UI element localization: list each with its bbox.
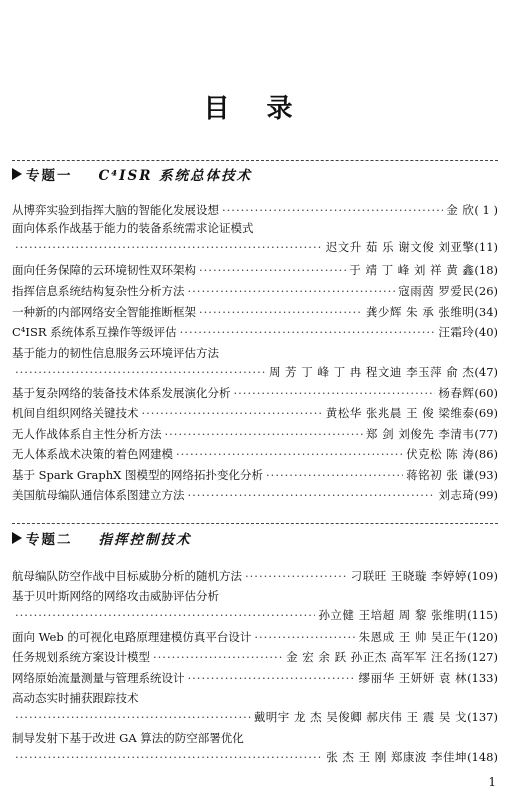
entry-page: (18): [474, 263, 498, 277]
entry-title: 一种新的内部网络安全智能推断框架: [12, 305, 196, 319]
entry-authors: 迟文升 茹 乐 谢文俊 刘亚擎: [325, 240, 475, 254]
toc-entry[interactable]: [12, 305, 498, 319]
leader-dots: [15, 365, 266, 379]
triangle-icon: [12, 532, 22, 544]
entry-authors: 杨春辉: [438, 386, 475, 400]
entry-page: (137): [467, 710, 498, 724]
toc-entry[interactable]: [12, 263, 498, 277]
entry-title: 面向体系作战基于能力的装备系统需求论证模式: [12, 221, 254, 235]
page-number: 1: [488, 775, 496, 789]
leader-dots: [15, 750, 323, 764]
entry-authors: 蒋铭初 张 谦: [406, 468, 475, 482]
leader-dots: [254, 630, 355, 644]
entry-authors: 刁联旺 王晓璇 李婷婷: [350, 569, 468, 583]
entry-page: (47): [474, 365, 498, 379]
section-title: C⁴ISR 系统总体技术: [98, 168, 253, 184]
entry-page: (120): [467, 630, 498, 644]
toc-entry[interactable]: [12, 325, 498, 339]
entry-title: 面向任务保障的云环境韧性双环架构: [12, 263, 196, 277]
entry-page: (34): [474, 305, 498, 319]
leader-dots: [142, 406, 323, 420]
entry-authors: 周 芳 丁 峰 丁 冉 程文迪 李玉萍 俞 杰: [268, 365, 475, 379]
entry-title: 网络原始流量测量与管理系统设计: [12, 671, 185, 685]
entry-title: 美国航母编队通信体系图建立方法: [12, 488, 185, 502]
toc-entry[interactable]: [12, 691, 498, 724]
toc-entry[interactable]: [12, 671, 498, 685]
entry-page: (127): [467, 650, 498, 664]
toc-entry[interactable]: [12, 630, 498, 644]
entry-page: (93): [474, 468, 498, 482]
entry-title: 制导发射下基于改进 GA 算法的防空部署优化: [12, 731, 244, 745]
entry-title: 基于 Spark GraphX 图模型的网络拓扑变化分析: [12, 468, 264, 482]
entry-page: (69): [474, 406, 498, 420]
leader-dots: [188, 671, 356, 685]
section-title: 指挥控制技术: [98, 532, 192, 548]
section-heading-1: [12, 164, 252, 184]
entry-title: 指挥信息系统结构复杂性分析方法: [12, 284, 185, 298]
entry-title: 无人作战体系自主性分析方法: [12, 427, 162, 441]
entry-page: (60): [474, 386, 498, 400]
leader-dots: [176, 447, 403, 461]
leader-dots: [15, 608, 315, 622]
toc-entry[interactable]: [12, 447, 498, 461]
entry-page: (26): [474, 284, 498, 298]
page-title: 目 录: [203, 94, 307, 124]
entry-title: 面向 Web 的可视化电路原理建模仿真平台设计: [12, 630, 252, 644]
toc-entry[interactable]: [12, 650, 498, 664]
entry-authors: 于 靖 丁 峰 刘 祥 黄 鑫: [349, 263, 475, 277]
entry-page: (148): [467, 750, 498, 764]
leader-dots: [234, 386, 436, 400]
toc-entry[interactable]: [12, 346, 498, 379]
entry-page: (133): [467, 671, 498, 685]
section-label: 专题二: [26, 532, 73, 548]
leader-dots: [199, 305, 363, 319]
leader-dots: [15, 710, 251, 724]
entry-title: 无人体系战术决策的着色网建模: [12, 447, 173, 461]
entry-title: C⁴ISR 系统体系互操作等级评估: [12, 325, 177, 339]
entry-authors: 寇雨茵 罗爱民: [398, 284, 475, 298]
toc-entry[interactable]: [12, 203, 498, 217]
entry-authors: 伏克松 陈 涛: [406, 447, 475, 461]
leader-dots: [165, 427, 363, 441]
entry-page: (86): [474, 447, 498, 461]
entry-authors: 刘志琦: [438, 488, 475, 502]
entry-authors: 金 宏 余 跃 孙正杰 高军军 汪名扬: [286, 650, 468, 664]
leader-dots: [153, 650, 283, 664]
entry-authors: 金 欣: [446, 203, 475, 217]
leader-dots: [222, 203, 443, 217]
entry-title: 基于能力的韧性信息服务云环境评估方法: [12, 346, 219, 360]
section-divider: [12, 160, 498, 161]
entry-title: 任务规划系统方案设计模型: [12, 650, 150, 664]
toc-entry[interactable]: [12, 386, 498, 400]
entry-authors: 孙立健 王培超 周 黎 张维明: [318, 608, 468, 622]
entry-page: (11): [474, 240, 498, 254]
toc-entry[interactable]: [12, 427, 498, 441]
entry-page: (40): [474, 325, 498, 339]
toc-entry[interactable]: [12, 406, 498, 420]
entry-authors: 戴明宇 龙 杰 吴俊卿 郝庆伟 王 震 吴 戈: [253, 710, 468, 724]
toc-entry[interactable]: [12, 731, 498, 764]
entry-page: (77): [474, 427, 498, 441]
leader-dots: [266, 468, 403, 482]
entry-authors: 龚少辉 朱 承 张维明: [365, 305, 475, 319]
leader-dots: [245, 569, 348, 583]
entry-authors: 缪丽华 王妍妍 袁 林: [358, 671, 468, 685]
entry-page: ( 1 ): [474, 203, 498, 217]
toc-entry[interactable]: [12, 488, 498, 502]
leader-dots: [188, 488, 436, 502]
section-label: 专题一: [26, 168, 73, 184]
entry-title: 航母编队防空作战中目标威胁分析的随机方法: [12, 569, 242, 583]
entry-authors: 汪霜玲: [438, 325, 475, 339]
leader-dots: [15, 240, 323, 254]
entry-title: 从博弈实验到指挥大脑的智能化发展设想: [12, 203, 219, 217]
entry-title: 基于贝叶斯网络的网络攻击威胁评估分析: [12, 589, 219, 603]
leader-dots: [188, 284, 396, 298]
entry-authors: 黄松华 张兆晨 王 俊 梁维泰: [325, 406, 475, 420]
entry-authors: 张 杰 王 刚 郑康波 李佳坤: [326, 750, 468, 764]
toc-entry[interactable]: [12, 569, 498, 583]
triangle-icon: [12, 168, 22, 180]
section-divider: [12, 523, 498, 524]
leader-dots: [199, 263, 346, 277]
entry-title: 基于复杂网络的装备技术体系发展演化分析: [12, 386, 231, 400]
entry-page: (109): [467, 569, 498, 583]
toc-entry[interactable]: [12, 221, 498, 254]
entry-authors: 朱恩成 王 帅 吴正午: [358, 630, 468, 644]
toc-entry[interactable]: [12, 284, 498, 298]
entry-page: (115): [467, 608, 498, 622]
leader-dots: [180, 325, 436, 339]
toc-entry[interactable]: [12, 468, 498, 482]
toc-entry[interactable]: [12, 589, 498, 622]
entry-page: (99): [474, 488, 498, 502]
entry-authors: 郑 剑 刘俊先 李清韦: [365, 427, 475, 441]
section-heading-2: [12, 528, 192, 548]
entry-title: 高动态实时捕获跟踪技术: [12, 691, 139, 705]
entry-title: 机间自组织网络关键技术: [12, 406, 139, 420]
